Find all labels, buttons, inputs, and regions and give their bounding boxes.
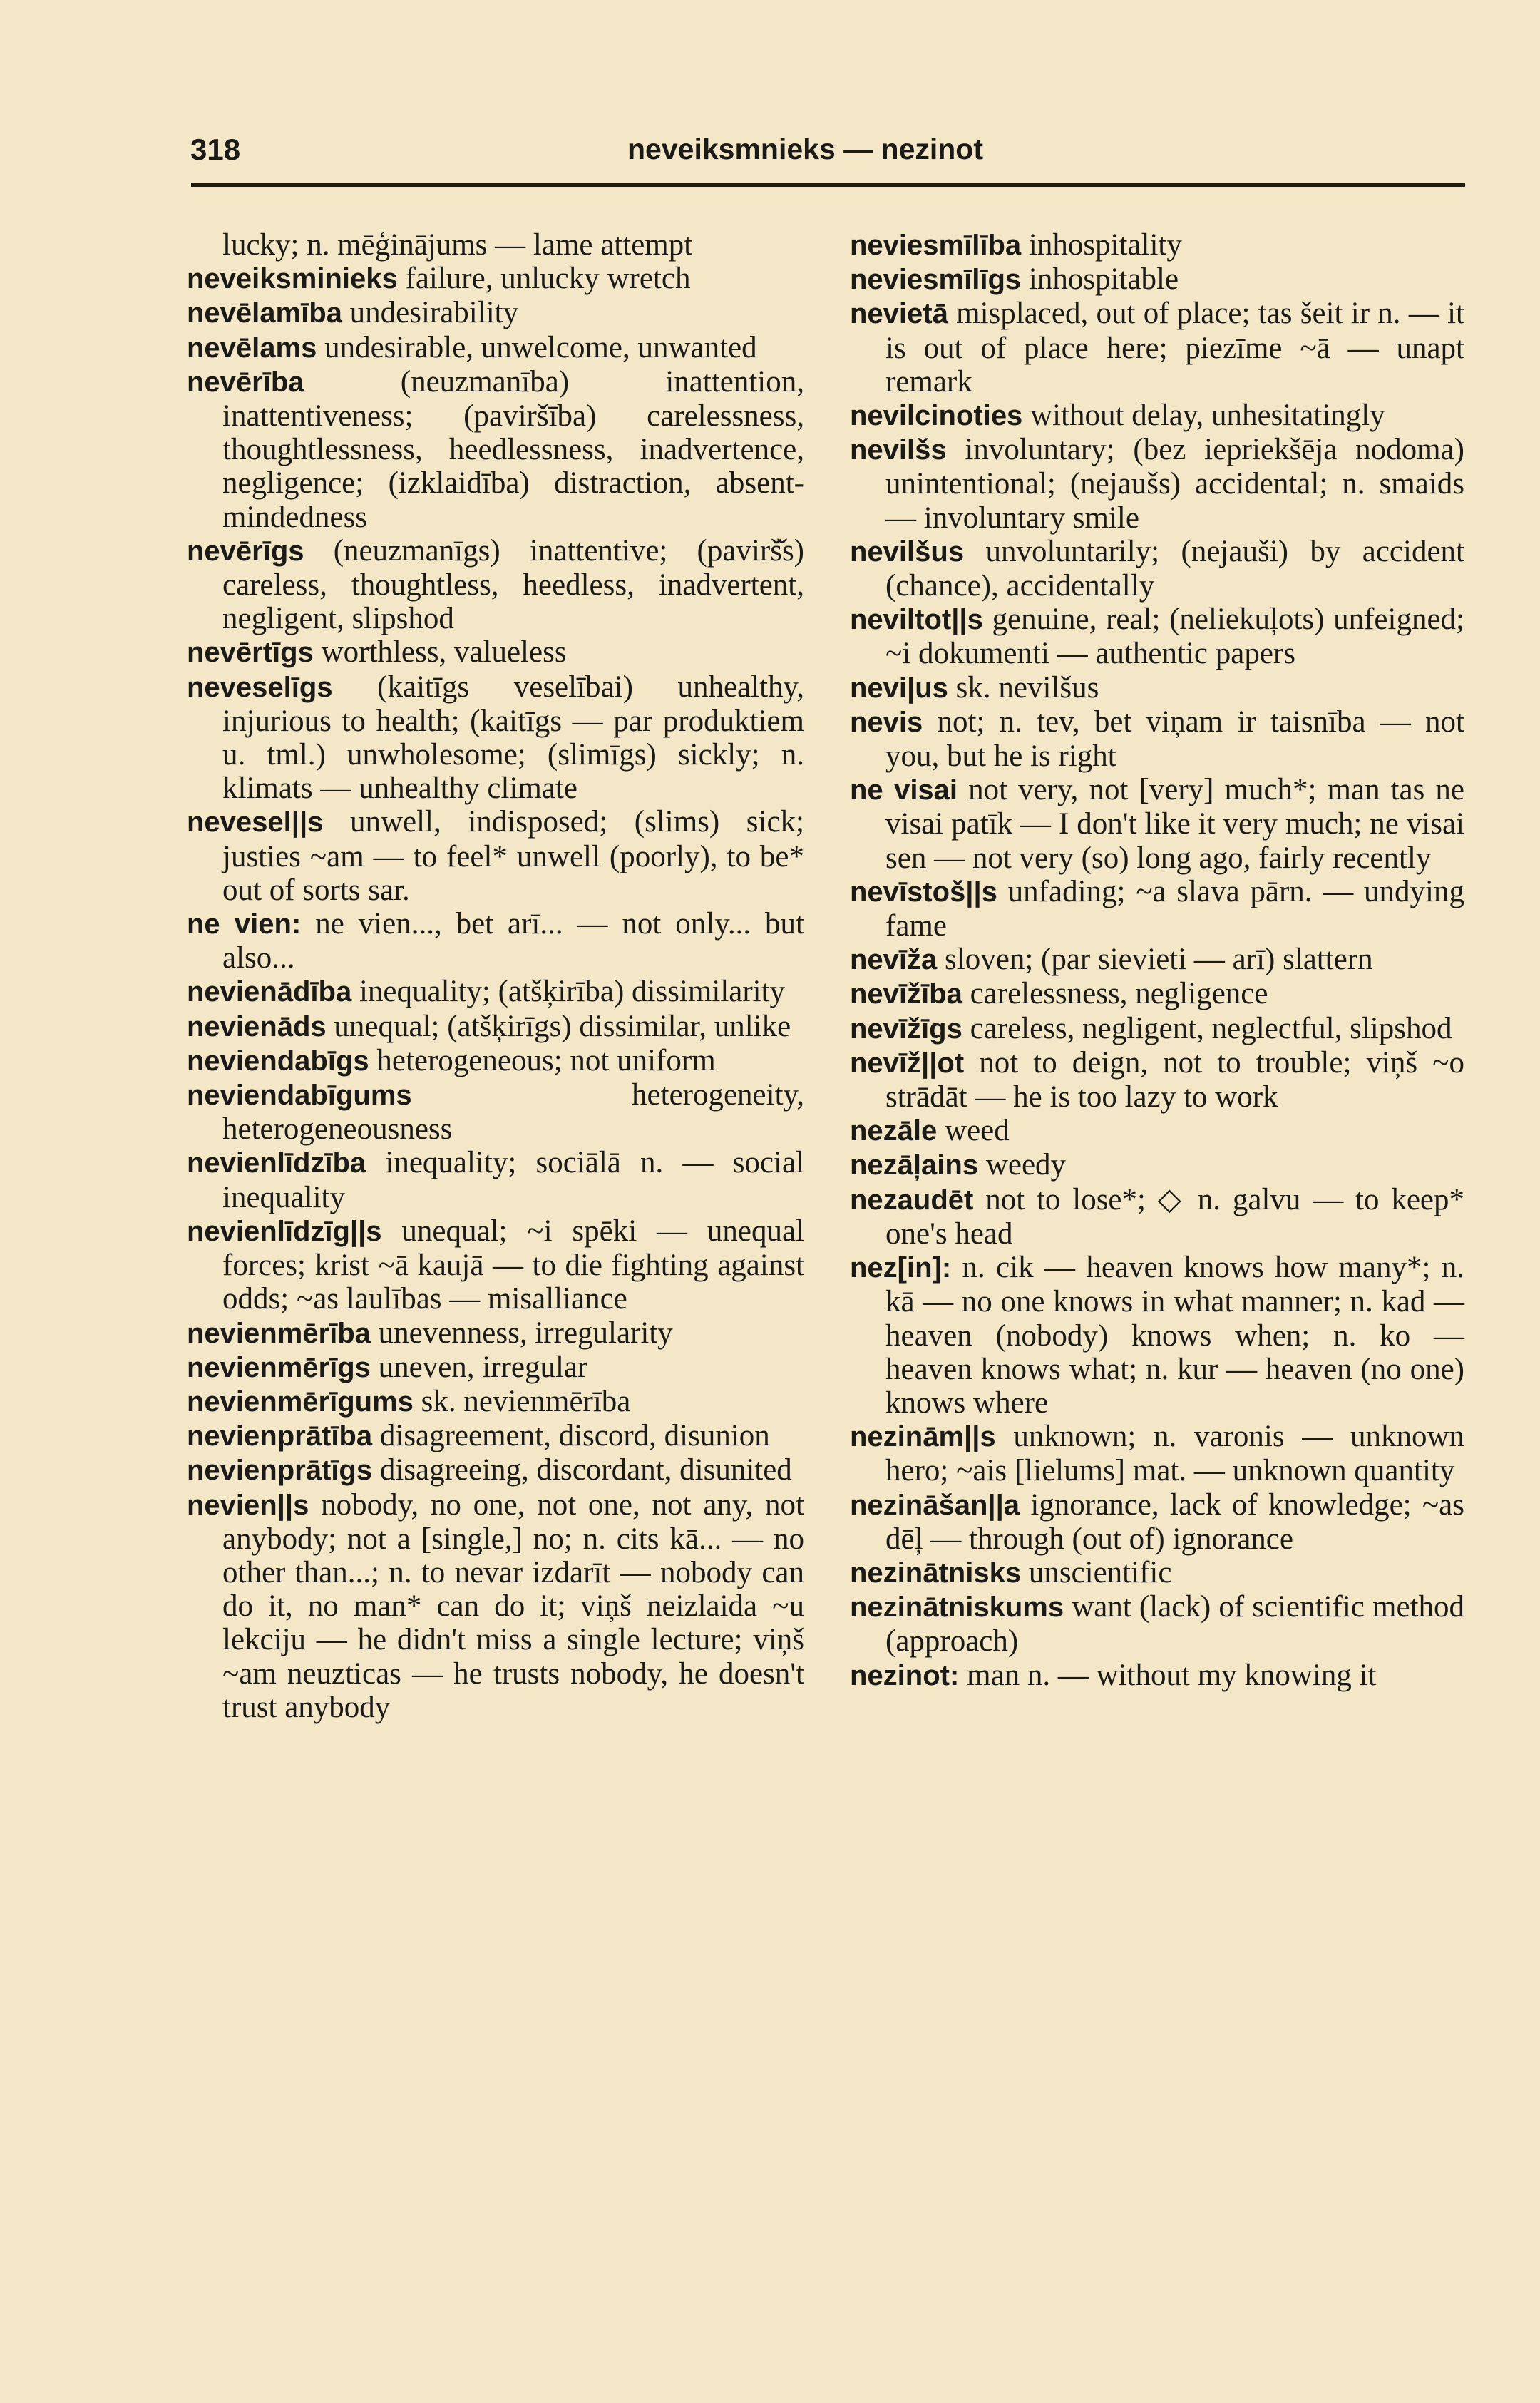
entry-definition: disagreeing, discordant, disunited [372,1453,792,1487]
dictionary-entry [850,1046,1464,1114]
entry-headword: nevien||s [187,1489,309,1521]
entry-definition: (neuzmanīgs) inattentive; (pavirš̌s) careless, thoughtless, heedless, inadvertent, negligent, slipshod [222,533,804,636]
entry-headword: nevīžīgs [850,1013,962,1045]
entry-definition: unequal; (atšķirīgs) dissimilar, unlike [326,1009,791,1043]
dictionary-entry [850,433,1464,535]
dictionary-entry [187,1453,804,1487]
entry-definition: sk. nevienmērība [413,1384,631,1418]
dictionary-entry [187,1078,804,1146]
entry-definition: unequal; ~i spēki — unequal forces; krist ~ā kaujā — to die fighting against odds; ~as laulības — misalliance [222,1214,804,1316]
running-head: neveiksmnieks — nezinot [627,133,984,165]
dictionary-entry [850,297,1464,399]
dictionary-entry [187,1316,804,1351]
entry-headword: nez[in]: [850,1252,952,1284]
entry-definition: inequality; sociālā n. — social inequality [222,1146,804,1214]
entry-headword: nevesel||s [187,806,324,839]
entry-headword: neviesmīlīgs [850,264,1022,296]
dictionary-entry [187,670,804,806]
entry-definition: sloven; (par sievieti — arī) slattern [937,943,1373,977]
entry-headword: nezinām||s [850,1421,996,1453]
entry-definition: misplaced, out of place; tas šeit ir n. — it is out of place here; piezīme ~ā — unapt remark [885,297,1464,399]
entry-headword: nevis [850,706,923,738]
entry-definition: weed [937,1114,1010,1148]
dictionary-entry [850,671,1464,705]
entry-definition: inequality; (atšķirība) dissimilarity [351,975,786,1009]
entry-headword: nevienprātība [187,1420,373,1452]
entry-headword: ne visai [850,774,958,806]
dictionary-entry [850,1488,1464,1556]
entry-definition: not to lose*; ◇ n. galvu — to keep* one's head [885,1182,1464,1251]
entry-definition: without delay, unhesitatingly [1022,399,1385,433]
dictionary-entry [187,365,804,534]
entry-definition: (neuzmanība) inattention, inattentiveness; (paviršība) carelessness, thoughtlessness, heedlessness, inadvertence, negligence; (izklaidība) distraction, absent-mindedness [222,364,804,534]
entry-definition: genuine, real; (neliekuļots) unfeigned; ~i dokumenti — authentic papers [885,603,1464,671]
page-number: 318 [190,133,241,166]
dictionary-entry [850,773,1464,875]
entry-headword: neveselīgs [187,671,333,703]
dictionary-entry [850,1420,1464,1487]
dictionary-entry [187,331,804,365]
entry-headword: nevilšus [850,536,965,568]
entry-headword: nevērtīgs [187,637,314,669]
dictionary-entry [187,296,804,330]
dictionary-entry [850,1114,1464,1148]
dictionary-entry [850,1590,1464,1658]
entry-definition: sk. nevilšus [948,670,1099,704]
dictionary-entry [850,705,1464,773]
entry-definition: disagreement, discord, disunion [372,1419,770,1453]
entry-definition: n. cik — heaven knows how many*; n. kā — no one knows in what manner; n. kad — heaven (nobody) knows when; n. ko — heaven knows what; n. kur — heaven (no one) knows where [885,1251,1464,1420]
entry-headword: neviesmīlība [850,230,1022,261]
right-column [850,228,1464,1693]
dictionary-entry [850,228,1464,262]
entry-definition: nobody, no one, not one, not any, not anybody; not a [single,] no; n. cits kā... — no other than...; n. to nevar izdarīt — nobody can do it, no man* can do it; viņš neizlaida ~u lekciju — he didn't miss a single lecture; viņš ~am neuzticas — he trusts nobody, he doesn't trust anybody [222,1487,804,1724]
entry-headword: nevienprātīgs [187,1455,373,1487]
dictionary-entry [850,1012,1464,1046]
entry-definition: unscientific [1021,1555,1172,1589]
entry-definition: undesirability [342,296,519,330]
entry-headword: nevienlīdzība [187,1147,366,1179]
dictionary-entry [187,1385,804,1419]
entry-headword: neviltot||s [850,604,983,636]
entry-headword: neviendabīgums [187,1080,412,1112]
entry-definition: worthless, valueless [313,635,567,670]
dictionary-entry [187,1146,804,1214]
entry-headword: nevietā [850,298,948,330]
entry-headword: nevienmērīgums [187,1385,414,1418]
entry-headword: nevīža [850,944,938,976]
dictionary-entry [850,1148,1464,1182]
dictionary-entry [187,228,804,262]
entry-headword: nevīž||ot [850,1047,965,1079]
dictionary-entry [850,1659,1464,1693]
entry-definition: not very, not [very] much*; man tas ne visai patīk — I don't like it very much; ne visai sen — not very (so) long ago, fairly recently [885,773,1464,875]
entry-headword: nevienmērība [187,1317,371,1349]
entry-headword: nezinātniskums [850,1592,1064,1624]
dictionary-entry [187,1010,804,1044]
entry-headword: nevienāds [187,1010,327,1042]
entry-definition: heterogeneity, heterogeneousness [222,1078,804,1147]
entry-headword: nezināšan||a [850,1489,1020,1521]
entry-definition: involuntary; (bez iepriekšēja nodoma) unintentional; (nejaušs) accidental; n. smaids — involuntary smile [885,433,1464,535]
entry-headword: nevilšs [850,434,947,466]
entry-definition: heterogeneous; not uniform [369,1043,716,1077]
entry-definition: weedy [978,1148,1067,1182]
dictionary-entry [187,635,804,670]
dictionary-entry [850,1183,1464,1251]
entry-definition: (kaitīgs veselībai) unhealthy, injurious to health; (kaitīgs — par produktiem u. tml.) unwholesome; (slimīgs) sickly; n. klimats — unhealthy climate [222,670,804,806]
dictionary-entry [187,975,804,1009]
dictionary-entry [850,1556,1464,1590]
entry-headword: nevērīgs [187,535,304,567]
dictionary-entry [187,907,804,975]
entry-definition: want (lack) of scientific method (approach) [885,1590,1464,1659]
dictionary-entry [187,1044,804,1078]
entry-headword: nevēlamība [187,297,342,329]
header-rule [191,183,1465,187]
entry-definition: man n. — without my knowing it [959,1658,1377,1692]
dictionary-entry [850,1251,1464,1420]
entry-definition: carelessness, negligence [962,977,1268,1011]
entry-definition: undesirable, unwelcome, unwanted [317,330,757,364]
entry-definition: uneven, irregular [370,1350,588,1384]
dictionary-entry [850,262,1464,297]
entry-definition: inhospitality [1021,228,1182,262]
left-column [187,228,804,1724]
entry-headword: nevilcinoties [850,400,1023,432]
dictionary-entry [187,534,804,636]
entry-headword: nezinot: [850,1659,960,1691]
dictionary-entry [850,535,1464,603]
entry-headword: nevīstoš||s [850,876,997,908]
entry-definition: ignorance, lack of knowledge; ~as dēļ — through (out of) ignorance [885,1487,1464,1556]
entry-headword: nevērība [187,366,304,398]
entry-headword: nevienādība [187,976,352,1008]
entry-headword: nevi|us [850,672,948,704]
dictionary-entry [187,262,804,296]
dictionary-entry [187,805,804,907]
entry-definition: lucky; n. mēģinājums — lame attempt [222,228,693,262]
entry-definition: ne vien..., bet arī... — not only... but also... [222,907,804,975]
entry-headword: nevienmērīgs [187,1351,371,1383]
entry-headword: nezāļains [850,1149,979,1182]
dictionary-entry [187,1488,804,1724]
dictionary-entry [187,1214,804,1316]
entry-headword: ne vien: [187,908,302,941]
entry-headword: nezāle [850,1115,938,1147]
dictionary-entry [850,603,1464,670]
dictionary-entry [850,399,1464,433]
dictionary-entry [187,1351,804,1385]
entry-headword: neviendabīgs [187,1045,369,1077]
page-header [189,127,1465,178]
entry-headword: nevienlīdzīg||s [187,1215,382,1247]
entry-definition: failure, unlucky wretch [397,262,691,296]
entry-definition: not to deign, not to trouble; viņš ~o strādāt — he is too lazy to work [885,1045,1464,1115]
entry-definition: inhospitable [1021,262,1179,297]
entry-definition: unvoluntarily; (nejauši) by accident (chance), accidentally [885,534,1464,603]
entry-headword: nezaudēt [850,1184,974,1216]
dictionary-entry [850,875,1464,943]
entry-definition: unfading; ~a slava pārn. — undying fame [885,874,1464,943]
dictionary-entry [850,977,1464,1011]
entry-definition: unevenness, irregularity [370,1316,673,1350]
entry-headword: nevēlams [187,332,317,364]
entry-definition: unknown; n. varonis — unknown hero; ~ais [lielums] mat. — unknown quantity [885,1420,1464,1488]
entry-headword: nevīžība [850,978,962,1010]
entry-definition: careless, negligent, neglectful, slipshod [962,1011,1452,1045]
entry-headword: nezinātnisks [850,1557,1022,1589]
entry-definition: not; n. tev, bet viņam ir taisnība — not you, but he is right [885,704,1464,774]
dictionary-entry [187,1419,804,1453]
entry-headword: neveiksminieks [187,263,398,295]
dictionary-entry [850,943,1464,977]
entry-definition: unwell, indisposed; (slims) sick; justies ~am — to feel* unwell (poorly), to be* out of sorts sar. [222,805,804,907]
